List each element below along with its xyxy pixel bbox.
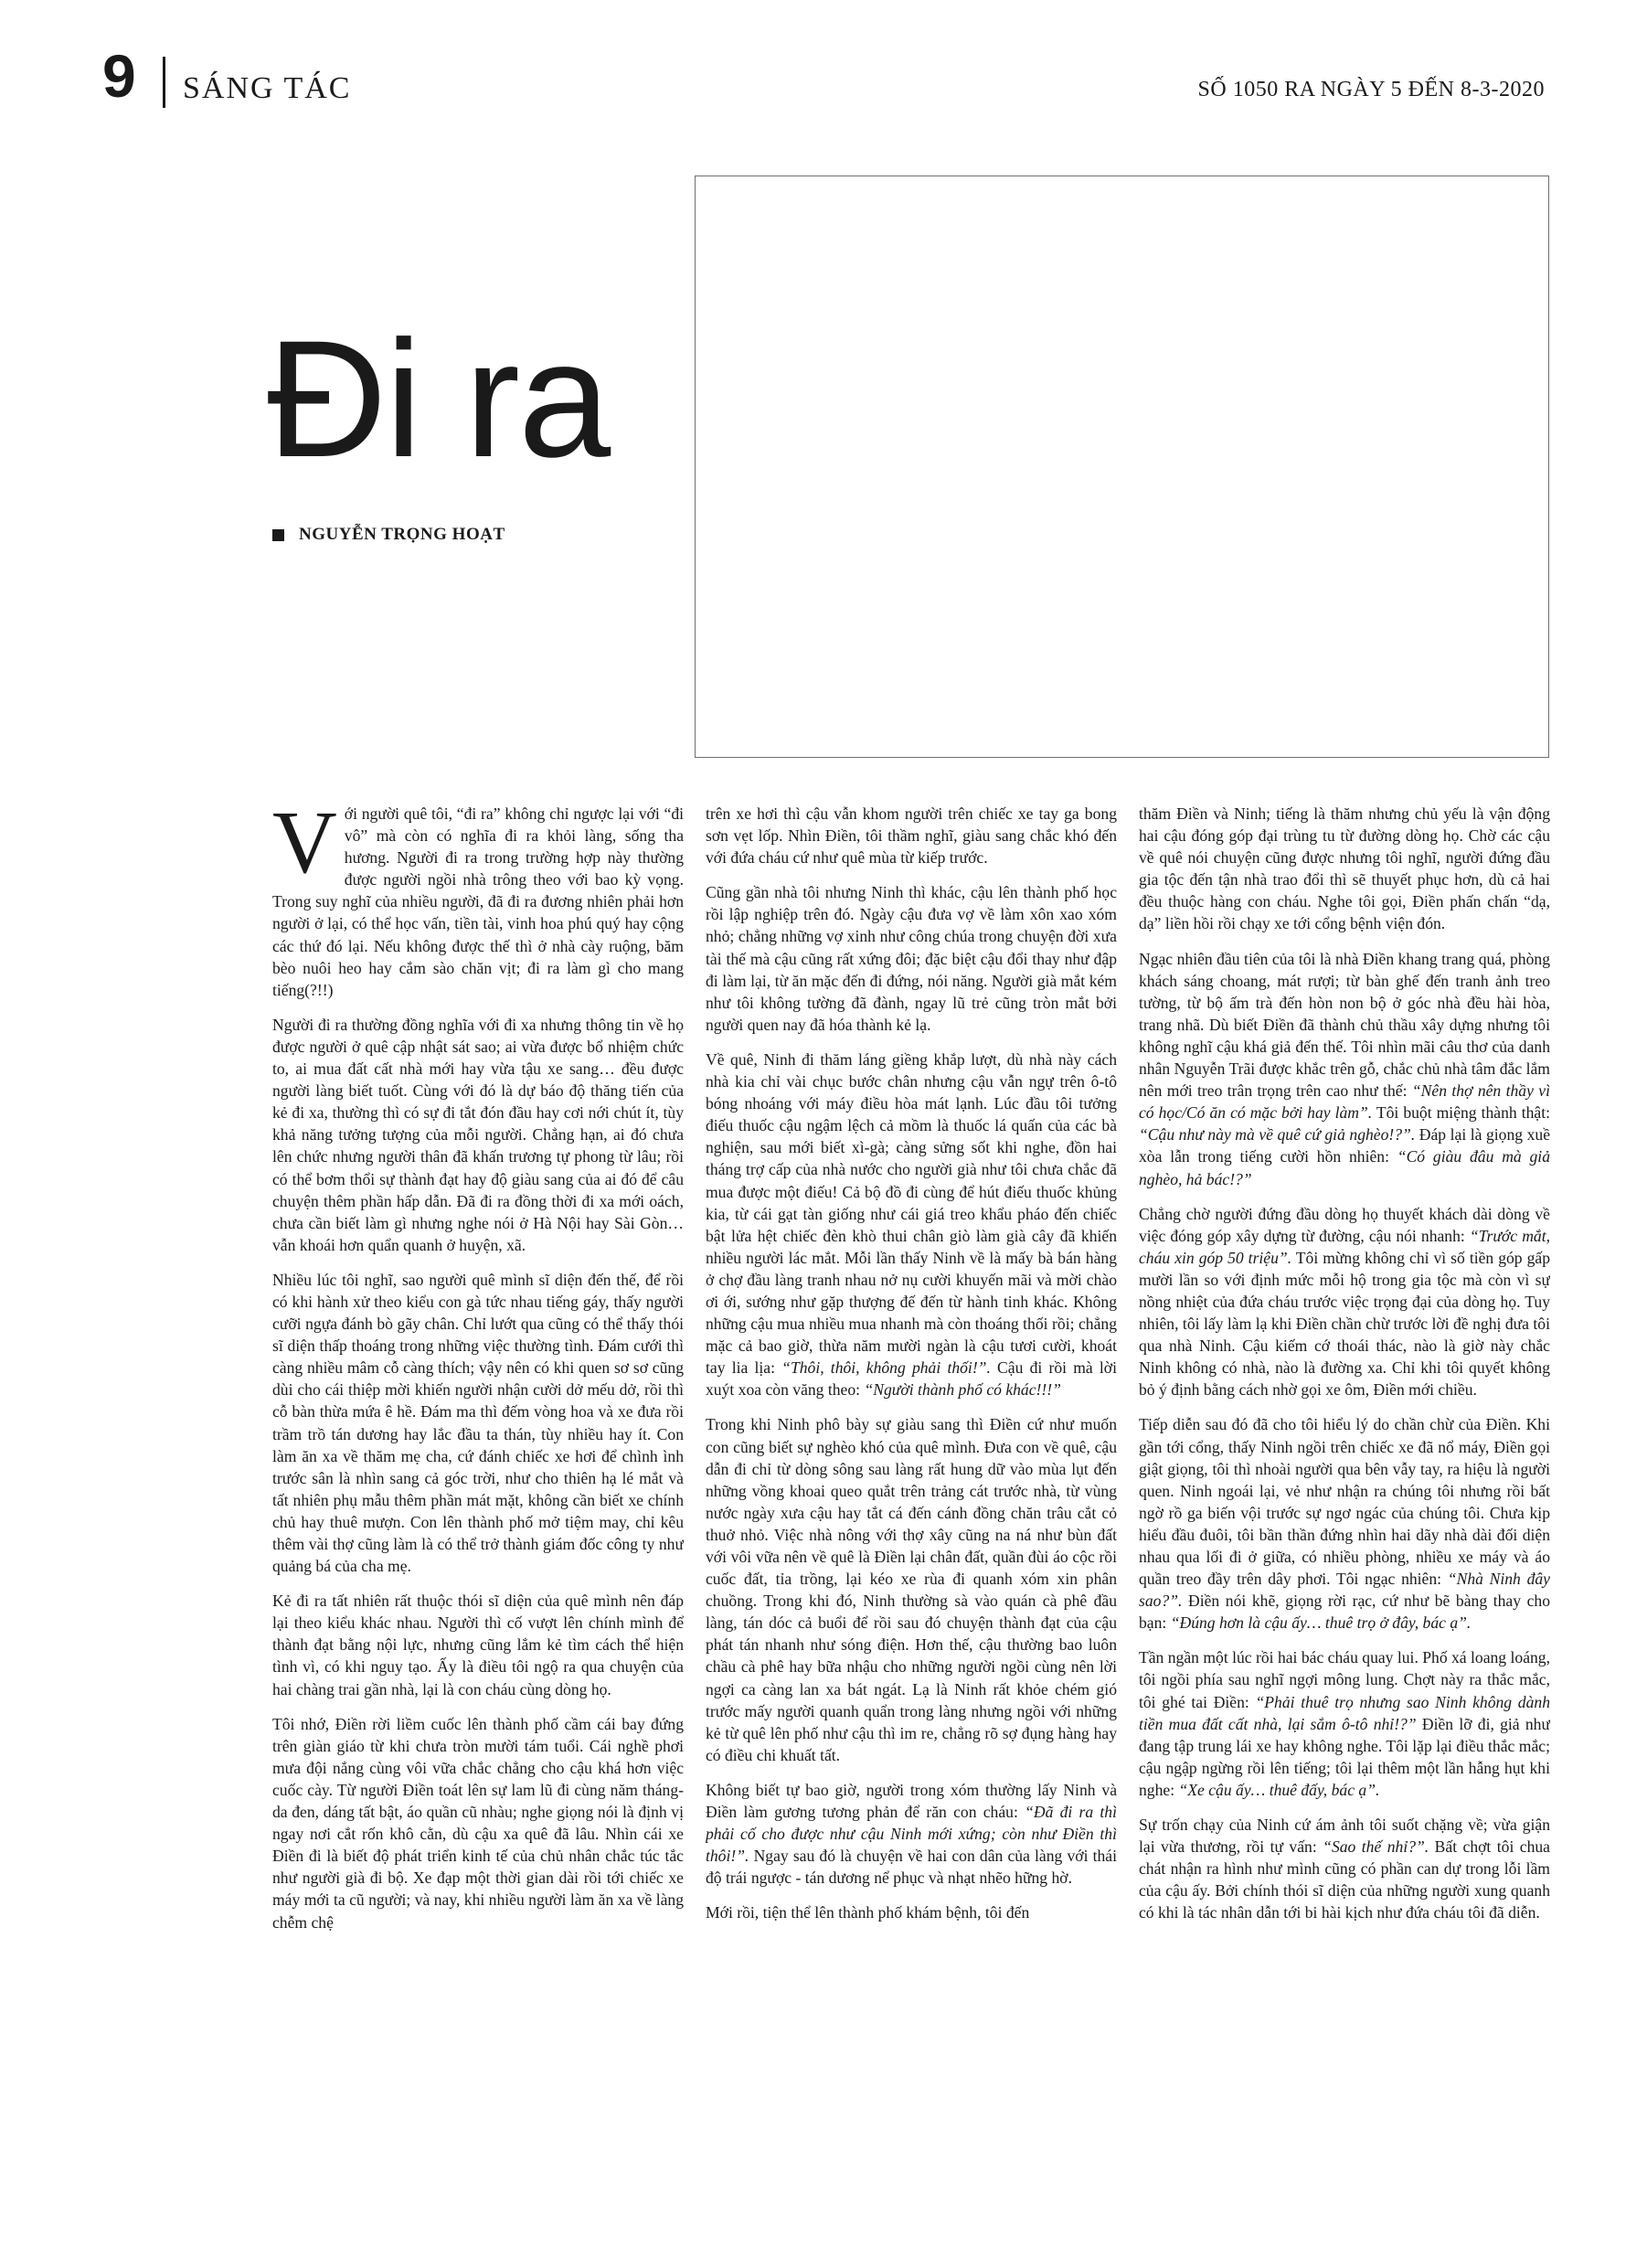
column-1 [272, 803, 684, 2201]
paragraph-text: ới người quê tôi, “đi ra” không chỉ ngược lại với “đi vô” mà còn có nghĩa đi ra khỏi làng, sống tha hương. Người đi ra trong trường hợp này thường được người ngồi nhà trông theo với bao kỳ vọng. Trong suy nghĩ của nhiều người, đã đi ra đương nhiên phải hơn người ở lại, có thể học vấn, tiền tài, vinh hoa phú quý hay cộng các thứ đó lại. Nếu không được thế thì ở nhà cày ruộng, băm bèo nuôi heo hay cắm sào chăn vịt; đi ra làm gì cho mang tiếng(?!!) [272, 804, 684, 999]
paragraph-text: Điền lỡ đi, giả như đang tập trung lái xe hay không nghe. Tôi lặp lại điều thắc mắc; cậu ngập ngừng rồi lên tiếng; tôi lại thêm một lần hẫng hụt khi nghe: [1139, 1714, 1550, 1799]
quote: “Đã đi ra thì phải cố cho được như cậu Ninh mới xứng; còn như Điền thì thôi!”. [706, 1803, 1117, 1866]
paragraph-text: Không biết tự bao giờ, người trong xóm thường lấy Ninh và Điền làm gương tương phản để răn con cháu: [706, 1780, 1117, 1822]
paragraph-text: Tiếp diễn sau đó đã cho tôi hiểu lý do chần chừ của Điền. Khi gần tới cổng, thấy Ninh ngồi trên chiếc xe đã nổ máy, Điền gọi giật giọng, tôi thì nhoài người qua bên vẫy tay, ra hiệu là người quen. Ninh ngoái lại, vẻ như nhận ra chúng tôi nhưng rồi bất ngờ rồ ga biến vội trước sự ngơ ngác của chúng tôi. Chưa kịp hiểu đầu đuôi, tôi bần thần đứng nhìn hai dãy nhà dài đối diện nhau qua lối đi ở giữa, có nhiều phòng, nhiều xe máy và áo quần treo đầy trên dây phơi. Tôi ngạc nhiên: [1139, 1415, 1550, 1589]
paragraph [1139, 948, 1550, 1190]
paragraph: Trong khi Ninh phô bày sự giàu sang thì Điền cứ như muốn con cũng biết sự nghèo khó của quê mình. Đưa con về quê, cậu dẫn đi chỉ từ dòng sông sau làng rất hung dữ vào mùa lụt đến những vồng khoai queo quắt trên trảng cát trước nhà, từ vùng nước ngày xưa cậu hay tắt cá đến cánh đồng chăn trâu cắt cỏ thuở nhỏ. Việc nhà nông với thợ xây cũng na ná như bùn đất với vôi vữa nên về quê là Điền lại chân đất, quần đùi áo cộc rồi cuốc đất, tỉa trồng, lại kéo xe rùa đi quanh xóm xin phân chuồng. Trong khi đó, Ninh thường sà vào quán cà phê đầu làng, tán dóc cả buổi để rồi sau đó chuyện thành đạt của cậu phát tán nhanh như sóng điện. Hơn thế, cậu thường bao luôn chầu cà phê hay bữa nhậu cho những người ngồi cùng nên lời ngợi ca càng lan xa bát ngát. Lạ là Ninh rất khỏe chém gió trước mấy người quanh quẩn trong làng nhưng ngồi với những kẻ từ quê lên phố như cậu thì im re, chẳng rõ sợ đụng hàng hay có điều chi khuất tất. [706, 1415, 1117, 1764]
quote: “Có giàu đâu mà giả nghèo, hả bác!?” [1139, 1147, 1550, 1188]
paragraph [706, 1779, 1117, 1889]
quote: “Sao thế nhỉ?”. [1323, 1837, 1429, 1857]
paragraph: Nhiều lúc tôi nghĩ, sao người quê mình sĩ diện đến thế, để rồi có khi hành xử theo kiểu con gà tức nhau tiếng gáy, thấy người cưỡi ngựa đánh bò gãy chân. Chỉ lướt qua cũng có thể thấy thói sĩ diện thấp thoáng trong những việc thường tình. Đám cưới thì càng nhiều mâm cỗ càng thích; vậy nên có khi quen sơ sơ cũng dùi cho cái thiệp mời khiến người nhận cười dở mếu dở, rồi thì cỗ bàn thừa mứa ê hề. Đám ma thì đếm vòng hoa và xe đưa rồi trầm trồ tán dương hay lắc đầu ta thán, tùy nhiều hay ít. Con làm ăn xa về thăm mẹ cha, cứ đánh chiếc xe hơi để chình ình trước sân là nhìn sang cả góc trời, như cho thiên hạ lé mắt và tất nhiên phụ mẫu thêm phần mát mặt, không cần biết xe chính chủ hay thuê mượn. Con lên thành phố mở tiệm may, chỉ kêu thêm vài thợ cũng làm là có thể trở thành giám đốc công ty như quảng bá của cha mẹ. [272, 1270, 684, 1576]
article-body [272, 803, 1550, 2201]
paragraph [1139, 1413, 1550, 1634]
column-3 [1139, 803, 1550, 2201]
paragraph: Người đi ra thường đồng nghĩa với đi xa nhưng thông tin về họ được người ở quê cập nhật sát sao; ai vừa được bổ nhiệm chức to, ai mua đất cất nhà mới hay vừa tậu xe sang… đều được người làng biết tuốt. Cùng với đó là dự báo độ thăng tiến của kẻ đi xa, thường thì có sự đi tắt đón đầu hay cơi nới chút ít, tùy khả năng tưởng tượng của mỗi người. Chẳng hạn, ai đó chưa lên chức nhưng người thân đã khấn trương tự phong từ lâu; rồi có thể bơm thổi sự thành đạt hay độ giàu sang của ai đó để câu chuyện thêm phần hấp dẫn. Đã đi ra đồng thời đi xa mới oách, chưa cần biết làm gì nhưng nghe nói ở Hà Nội hay Sài Gòn… vẫn khoái hơn quẩn quanh ở huyện, xã. [272, 1015, 684, 1254]
paragraph [1139, 1203, 1550, 1401]
issue-info: SỐ 1050 RA NGÀY 5 ĐẾN 8-3-2020 [1197, 78, 1545, 101]
page-number: 9 [102, 42, 136, 110]
quote: “Phải thuê trọ nhưng sao Ninh không dành tiền mua đất cất nhà, lại sắm ô-tô nhỉ!?” [1139, 1692, 1550, 1733]
paragraph-text: Chẳng chờ người đứng đầu dòng họ thuyết khách dài dòng về việc đóng góp xây dựng từ đường, cậu nói nhanh: [1139, 1204, 1550, 1245]
byline [272, 525, 505, 545]
paragraph: Kẻ đi ra tất nhiên rất thuộc thói sĩ diện của quê mình nên đáp lại theo kiểu khác nhau. Người thì cố vượt lên chính mình để thành đạt bằng nội lực, nhưng cũng lắm kẻ tìm cách thể hiện tình vì, có khi nguy tạo. Ấy là điều tôi ngộ ra qua chuyện của hai chàng trai gần nhà, lại là con cháu cùng dòng họ. [272, 1592, 684, 1698]
quote: “Nhà Ninh đây sao?”. [1139, 1570, 1550, 1611]
quote: “Người thành phố có khác!!!” [864, 1380, 1061, 1400]
paragraph-text: Cậu đi rồi mà lời xuýt xoa còn văng theo: [706, 1358, 1117, 1400]
byline-bullet-icon [272, 529, 284, 541]
paragraph [1139, 1814, 1550, 1923]
quote: “Đúng hơn là cậu ấy… thuê trọ ở đây, bác ạ”. [1170, 1613, 1472, 1633]
quote: “Xe cậu ấy… thuê đấy, bác ạ”. [1178, 1780, 1380, 1799]
paragraph-text: Sự trốn chạy của Ninh cứ ám ảnh tôi suốt chặng về; vừa giận lại vừa thương, rồi tự vấn: [1139, 1815, 1550, 1857]
paragraph-text: Tần ngần một lúc rồi hai bác cháu quay lui. Phố xá loang loáng, tôi ngồi phía sau nghĩ ngợi mông lung. Chợt này ra thắc mắc, tôi ghé tai Điền: [1139, 1648, 1550, 1711]
paragraph-text: Về quê, Ninh đi thăm láng giềng khắp lượt, dù nhà này cách nhà kia chỉ vài chục bước chân nhưng cậu vẫn ngự trên ô-tô bóng nhoáng với máy điều hòa mát lạnh. Lúc đầu tôi tưởng điếu thuốc cậu ngậm lệch cả mồm là thuốc lá quấn của các bà nghiện, sau mới biết xì-gà; càng sửng sốt khi nghe, đồn hai tháng trợ cấp của nhà nước cho người già như tôi chưa chắc đã mua được một điếu! Cả bộ đồ đi cùng để hút điếu thuốc khủng kia, từ cái gạt tàn giống như cái giá treo khẩu pháo đến chiếc bật lửa hệt chiếc đèn khò thui chân giò làm già cây đã khiến nhiều người lác mắt. Mỗi lần thấy Ninh về là mấy bà bán hàng ở chợ đầu làng tranh nhau nở nụ cười khuyến mãi và mời chào ơi ới, sướng như gặp thượng đế đến từ hành tinh khác. Không những cậu mua nhiều mua nhanh mà còn thoáng thối rồi; chẳng mặc cả bao giờ, thừa năm mười ngàn là cậu tươi cười, khoát tay lia lịa: [706, 1049, 1117, 1378]
paragraph: Tôi nhớ, Điền rời liềm cuốc lên thành phố cầm cái bay đứng trên giàn giáo từ khi chưa tròn mười tám tuổi. Cái nghề phơi mưa đội nắng cùng vôi vữa chắc chẳng cho cậu khá hơn việc cuốc cày. Từ người Điền toát lên sự lam lũ đi cùng năm tháng- da đen, dáng tất bật, áo quần cũ nhàu; nghe giọng nói là định vị ngay nơi cắt rốn khô cằn, dù cậu xa quê đã lâu. Nhìn cái xe Điền đi là biết độ phát triển kinh tế của chủ nhân chắc túc tắc như người già đi bộ. Xe đạp một thời gian dài rồi tới chiếc xe máy mới ta cũ người; và nay, khi nhiều người làm ăn xa về làng chễm chệ [272, 1714, 684, 1932]
article-title: Đi ra [267, 305, 610, 492]
illustration-frame [695, 176, 1549, 758]
header-divider [163, 57, 165, 108]
quote: “Trước mắt, cháu xin góp 50 triệu”. [1139, 1226, 1550, 1267]
paragraph: Mới rồi, tiện thể lên thành phố khám bệnh, tôi đến [706, 1903, 1030, 1922]
paragraph-text: Ngạc nhiên đầu tiên của tôi là nhà Điền khang trang quá, phòng khách sáng choang, mát rượi; từ bàn ghế đến tranh ảnh treo tường, từ bộ ấm trà đến hòn non bộ ở góc nhà đều hài hòa, trang nhã. Dù biết Điền đã thành chủ thầu xây dựng nhưng tôi không nghĩ cậu khá giả đến thế. Tôi nhìn mãi câu thơ của danh nhân Nguyễn Trãi được khắc trên gỗ, chắc chủ nhà tâm đắc lắm nên mới treo trân trọng trên cao như thế: [1139, 949, 1550, 1101]
paragraph-text: Đáp lại là giọng xuề xòa lẫn trong tiếng cười hồn nhiên: [1139, 1125, 1550, 1166]
author-name: NGUYỄN TRỌNG HOẠT [299, 525, 505, 544]
quote: “Cậu như này mà về quê cứ giả nghèo!?”. [1139, 1125, 1416, 1145]
paragraph [706, 1049, 1117, 1401]
quote: “Nên thợ nên thầy vì có học/Có ăn có mặc bởi hay làm”. [1139, 1081, 1550, 1123]
paragraph-text: Tôi buột miệng thành thật: [1372, 1103, 1550, 1123]
paragraph: trên xe hơi thì cậu vẫn khom người trên chiếc xe tay ga bong sơn vẹt lốp. Nhìn Điền, tôi thầm nghĩ, giàu sang chắc khó đến với đứa cháu cứ như quê mùa từ kiếp trước. [706, 804, 1117, 868]
paragraph-text: Tôi mừng không chỉ vì số tiền góp gấp mười lần so với định mức mỗi hộ trong gia tộc mà còn vì sự nồng nhiệt của đứa cháu trước việc trọng đại của dòng họ. Tuy nhiên, tôi lấy làm lạ khi Điền chần chừ trước lời đề nghị đưa tôi qua nhà Ninh. Cậu kiếm cớ thoái thác, nào là giờ này chắc Ninh không có nhà, nào là đường xa. Chỉ khi tôi quyết không bỏ ý định bằng cách nhờ gọi xe ôm, Điền mới chiều. [1139, 1248, 1550, 1400]
quote: “Thôi, thôi, không phải thối!”. [781, 1358, 991, 1378]
paragraph-text: Ngay sau đó là chuyện về hai con dân của làng với thái độ trái ngược - tán dương nể phục và nhạt nhẽo hững hờ. [706, 1847, 1117, 1888]
drop-cap: V [272, 803, 337, 892]
paragraph-text: Bất chợt tôi chua chát nhận ra hình như mình cũng có phần can dự trong lỗi lầm của cậu ấy. Bởi chính thói sĩ diện của những người xung quanh có khi là tác nhân dẫn tới bi hài kịch như đứa cháu tôi đã diễn. [1139, 1837, 1550, 1922]
paragraph [1139, 1646, 1550, 1801]
paragraph: Cũng gần nhà tôi nhưng Ninh thì khác, cậu lên thành phố học rồi lập nghiệp trên đó. Ngày cậu đưa vợ về làm xôn xao xóm nhỏ; chẳng những vợ xinh như công chúa trong chuyện đời xưa tài thế mà cậu cũng rất xứng đôi; đặc biệt cậu đổi thay như đập đi làm lại, từ ăn mặc đến đi đứng, nói năng. Người già mắt kém như tôi không tường đã đành, ngay lũ trẻ cũng tròn mắt bởi người quen nay đã hóa thành kẻ lạ. [706, 883, 1117, 1034]
column-2 [706, 803, 1117, 2201]
paragraph: thăm Điền và Ninh; tiếng là thăm nhưng chủ yếu là vận động hai cậu đóng góp đại trùng tu từ đường dòng họ. Chờ các cậu về quê nói chuyện cũng được nhưng tôi nghĩ, người đứng đầu gia tộc đến tận nhà trao đổi thì sẽ thuyết phục hơn, dù cả hai đều thuộc hàng con cháu. Nghe tôi gọi, Điền phấn chấn “dạ, dạ” liền hồi rồi chạy xe tới cổng bệnh viện đón. [1139, 804, 1550, 933]
paragraph [272, 803, 684, 1001]
paragraph-text: Điền nói khẽ, giọng rời rạc, cứ như bẽ bàng thay cho bạn: [1139, 1592, 1550, 1633]
section-title: SÁNG TÁC [183, 71, 352, 105]
